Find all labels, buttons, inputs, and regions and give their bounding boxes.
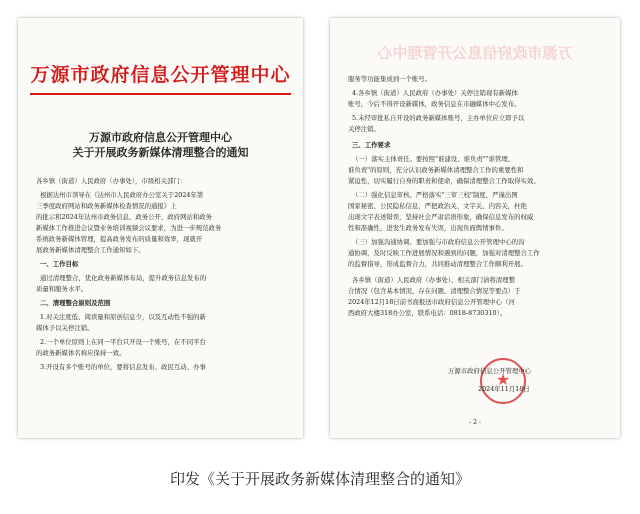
paragraph-line: 1.对关注度低、阅读量和原创信息少，以及互动性不强的新 — [40, 313, 206, 321]
paragraph-line: 三季度政府网站和政务新媒体检查情况的通报》上 — [36, 202, 177, 210]
paragraph-line: 出现文字表述错误，坚持社会严肃话语形象，确保信息发布的权威 — [348, 213, 534, 221]
paragraph-line: 通协调，及时反映工作进展情况和遇到的问题，加强对清理整合工作 — [348, 249, 540, 257]
doc-title-line2: 关于开展政务新媒体清理整合的通知 — [72, 146, 249, 159]
paragraph-line: 西政府大楼318办公室，联系电话：0818-8730310）。 — [348, 309, 507, 317]
section-heading: 一、工作目标 — [40, 260, 79, 268]
paragraph-line: 各乡镇（街道）人民政府（办事处）、相关部门请将清理整 — [352, 276, 515, 284]
paragraph-line: 2.一个单位原则上在同一平台只开设一个账号，在不同平台 — [40, 338, 206, 346]
paragraph-line: 展政务新媒体清理整合工作通知如下。 — [36, 246, 145, 254]
image-caption: 印发《关于开展政务新媒体清理整合的通知》 — [169, 470, 470, 488]
paragraph-line: 通过清理整合，优化政务新媒体布局，提升政务信息发布的 — [40, 274, 207, 282]
paragraph-line: 的监督指导，形成监督合力，共同推动清理整合工作顺利开展。 — [348, 260, 527, 268]
section-heading: 三、工作要求 — [352, 141, 391, 149]
paragraph-line: 2024年12月18日前书面报送市政府信息公开管理中心（河 — [348, 298, 515, 306]
paragraph-line: 4.各乡镇（街道）人民政府（办事处）关停注销现有新媒体 — [352, 89, 518, 97]
paragraph-line: 合情况（包含基本情况、存在问题、清理整合情况等要点）于 — [348, 287, 521, 295]
salutation: 各乡镇（街道）人民政府（办事处），市级相关部门： — [36, 177, 187, 185]
document-page-2 — [330, 18, 620, 438]
star-icon: ★ — [495, 370, 511, 389]
signature: 万源市政府信息公开管理中心 — [448, 367, 532, 375]
paragraph-line: （二）强化信息审核。严格落实"三审三校"制度，严谨出图 — [352, 191, 518, 199]
paragraph-line: 媒体予以关停注销。 — [36, 324, 94, 332]
paragraph-line: 5.未经审批私自开设的政务新媒体账号，主办单位应立即予以 — [352, 114, 525, 122]
paragraph-line: 服务等功能集成到一个账号。 — [348, 75, 432, 83]
paragraph-line: 新媒体工作推进会议暨业务培训视频会议要求，为进一步规范政务 — [36, 224, 222, 232]
red-header: 万源市政府信息公开管理中心 — [30, 64, 291, 86]
paragraph-line: 紧迫性，切实履行自身的职责和使命，确保清理整合工作取得实效。 — [348, 177, 540, 185]
paragraph-line: 国家秘密、公民隐私信息，严把政治关、文字关、内容关，杜绝 — [348, 202, 527, 210]
paragraph-line: （一）落实主体责任。要按照"谁建设、谁负责""谁管理、 — [352, 155, 515, 163]
red-divider — [30, 93, 291, 95]
bleed-through-header: 万源市政府信息公开管理中心 — [377, 44, 573, 62]
paragraph-line: 根据达州市领导在《达州市人民政府办公室关于2024年第 — [40, 191, 204, 199]
doc-title-line1: 万源市政府信息公开管理中心 — [89, 131, 232, 144]
official-seal — [480, 358, 526, 404]
paragraph-line: 3.开设有多个账号的单位，要将信息发布、政民互动、办事 — [40, 363, 206, 371]
paragraph-line: （三）加强沟通协调。要加强与市政府信息公开管理中心的沟 — [352, 238, 525, 246]
paragraph-line: 质量和服务水平。 — [36, 285, 88, 293]
signature-date: 2024年11月18日 — [478, 385, 530, 393]
paragraph-line: 的批示和2024年达州市政务信息、政务公开、政府网站和政务 — [36, 213, 213, 221]
paragraph-line: 系统政务新媒体管理，提高政务发布的质量和效率，现就开 — [36, 235, 203, 243]
section-heading: 二、清理整合原则及范围 — [40, 299, 111, 307]
paragraph-line: 谁负责"的原则，充分认识政务新媒体清理整合工作的重要性和 — [348, 166, 524, 174]
paragraph-line: 账号，今后不得开设新媒体，政务信息在市融媒体中心发布。 — [348, 100, 521, 108]
paragraph-line: 性和准确性，进发生政务发布失误，出现负面舆情事件。 — [348, 224, 508, 232]
page-number: - 2 - — [469, 419, 481, 426]
paragraph-line: 关停注销。 — [348, 125, 380, 133]
paragraph-line: 的政务新媒体名称应保持一致。 — [36, 349, 126, 357]
document-page-1 — [18, 18, 303, 438]
